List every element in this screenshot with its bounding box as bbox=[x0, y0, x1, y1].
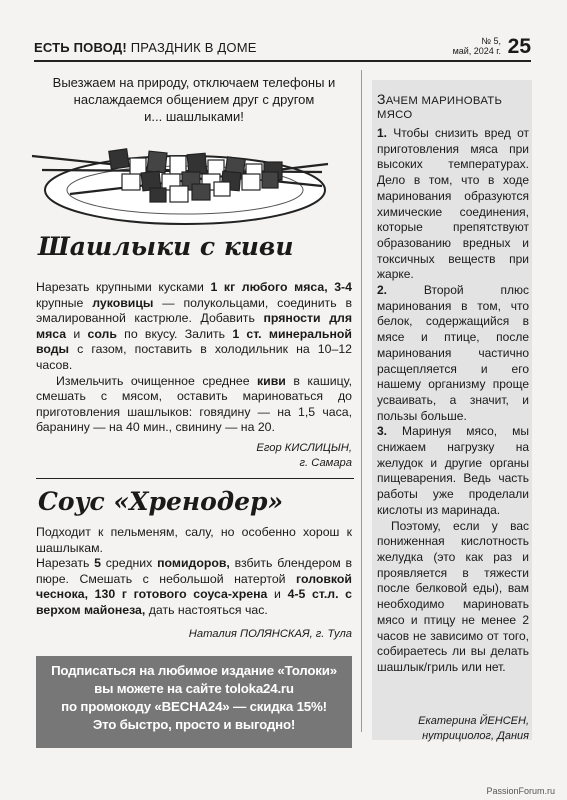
recipe-paragraph bbox=[36, 374, 352, 436]
author-name: Егор КИСЛИЦЫН, bbox=[256, 442, 352, 454]
intro-line: наслаждаемся общением друг с другом bbox=[73, 92, 315, 107]
sidebar-title bbox=[377, 92, 529, 122]
author-name: Екатерина ЙЕНСЕН, bbox=[418, 715, 529, 727]
intro-text bbox=[36, 74, 352, 125]
sidebar-signature bbox=[377, 714, 529, 744]
text-run: дать настояться час. bbox=[145, 602, 268, 617]
bold-ingredient: киви bbox=[257, 373, 286, 388]
recipe-body bbox=[36, 280, 352, 436]
text-run: и bbox=[267, 587, 288, 602]
bold-ingredient: головкой чеснока, 130 г готового соуса-хрена bbox=[36, 571, 352, 602]
sidebar-conclusion: Поэтому, если у вас пониженная кислотность желудка (это как раз и проявляется в тяжести после белковой еды), вам необходимо мариновать мясо и птицу не менее 2 часов не зависимо от того, собираетесь ли вы делать шашлык/гриль или нет. bbox=[377, 518, 529, 674]
watermark: PassionForum.ru bbox=[486, 786, 555, 796]
bold-ingredient: 1 ст. минеральной воды bbox=[36, 326, 352, 357]
text-run: по вкусу. Залить bbox=[116, 326, 233, 341]
column-divider bbox=[361, 70, 362, 732]
sidebar-item-text: Второй плюс маринования в том, что белок, содержащийся в мясе и птице, после маринования частично расщепляется и его нашему организму проще усваивать, а значит, и пользы больше. bbox=[377, 283, 529, 423]
text-run: Нарезать крупными кусками bbox=[36, 280, 211, 294]
intro-line: и... шашлыками! bbox=[144, 109, 244, 124]
author-name: Наталия ПОЛЯНСКАЯ, г. Тула bbox=[188, 628, 352, 640]
text-run: с газом, поставить в холодильник на 10–12 часов. bbox=[36, 342, 352, 372]
promo-line: Это быстро, просто и выгодно! bbox=[92, 717, 296, 732]
bold-ingredient: луковицы bbox=[92, 295, 154, 310]
text-run: крупные bbox=[36, 295, 93, 310]
recipe-signature bbox=[36, 627, 352, 642]
issue-info bbox=[453, 36, 501, 56]
promo-line: по промокоду «ВЕСНА24» — скидка 15%! bbox=[61, 699, 327, 714]
sidebar-item bbox=[377, 283, 529, 424]
subscription-promo bbox=[36, 656, 352, 748]
recipe-title: Соус «Хренодер» bbox=[38, 487, 284, 516]
recipe-signature bbox=[36, 441, 352, 471]
page-header bbox=[34, 34, 531, 62]
recipe-title: Шашлыки с киви bbox=[38, 232, 294, 261]
sidebar-item-text: Чтобы снизить вред от приготовления мяса при высоких температурах. Дело в том, что в ходе маринования образуются химические соединения, которые препятствуют образованию вредных и токсичных веществ при жарке. bbox=[377, 126, 529, 282]
issue-date: май, 2024 г. bbox=[452, 46, 501, 56]
promo-line: вы можете на сайте toloka24.ru bbox=[94, 681, 294, 696]
author-role: нутрициолог, Дания bbox=[422, 730, 529, 742]
bold-ingredient: помидоров, bbox=[157, 556, 230, 571]
text-run: — полукольцами, соединить в эмалированной кастрюле. Добавить bbox=[36, 295, 352, 326]
text-run: в кашицу, смешать с мясом, оставить мариноваться до приготовления шашлыков: говядину — на 1,5 часа, баранину — на 40 мин., свинину — на 20. bbox=[36, 373, 352, 435]
recipe-paragraph bbox=[36, 556, 352, 618]
sidebar-item-number: 1. bbox=[377, 126, 388, 140]
intro-line: Выезжаем на природу, отключаем телефоны и bbox=[52, 75, 336, 90]
text-run: и bbox=[66, 326, 88, 341]
sidebar-item-text: Маринуя мясо, мы снижаем нагрузку на желудок и другие органы пищеварения. Ведь часть работы уже проделали кислоты из маринада. bbox=[377, 424, 529, 517]
promo-line: Подписаться на любимое издание «Толоки» bbox=[51, 663, 337, 678]
sidebar-item-number: 3. bbox=[377, 424, 388, 439]
section-label bbox=[34, 40, 257, 55]
shashlik-plate-illustration bbox=[30, 128, 330, 230]
sidebar-text bbox=[377, 126, 529, 676]
text-run: Подходит к пельменям, салу, но особенно хорош к шашлыкам. bbox=[36, 525, 352, 555]
sidebar-title-rest: АЧЕМ МАРИНОВАТЬ МЯСО bbox=[377, 95, 503, 121]
sidebar-item-number: 2. bbox=[377, 283, 388, 298]
page-number: 25 bbox=[507, 35, 531, 58]
section-divider bbox=[36, 478, 354, 479]
recipe-paragraph bbox=[36, 525, 352, 556]
bold-ingredient: 1 кг любого мяса, 3-4 bbox=[210, 280, 352, 294]
section-label-bold: ЕСТЬ ПОВОД! bbox=[34, 40, 127, 55]
text-run: Нарезать bbox=[36, 556, 95, 571]
recipe-body bbox=[36, 525, 352, 619]
recipe-paragraph bbox=[36, 280, 352, 374]
section-label-rest: ПРАЗДНИК В ДОМЕ bbox=[130, 40, 257, 55]
text-run: Измельчить очищенное среднее bbox=[56, 373, 258, 388]
sidebar-item bbox=[377, 126, 529, 283]
text-run: взбить блендером в пюре. Смешать с небольшой натертой bbox=[36, 556, 352, 586]
text-run: средних bbox=[101, 556, 158, 571]
bold-ingredient: пряности для мяса bbox=[36, 311, 352, 341]
bold-ingredient: 4-5 ст.л. с верхом майонеза, bbox=[36, 587, 353, 617]
issue-number: № 5, bbox=[481, 36, 501, 46]
author-city: г. Самара bbox=[299, 457, 352, 469]
sidebar-title-cap: З bbox=[377, 91, 386, 107]
bold-ingredient: 5 bbox=[94, 556, 101, 571]
bold-ingredient: соль bbox=[87, 326, 117, 341]
sidebar-item bbox=[377, 424, 529, 518]
